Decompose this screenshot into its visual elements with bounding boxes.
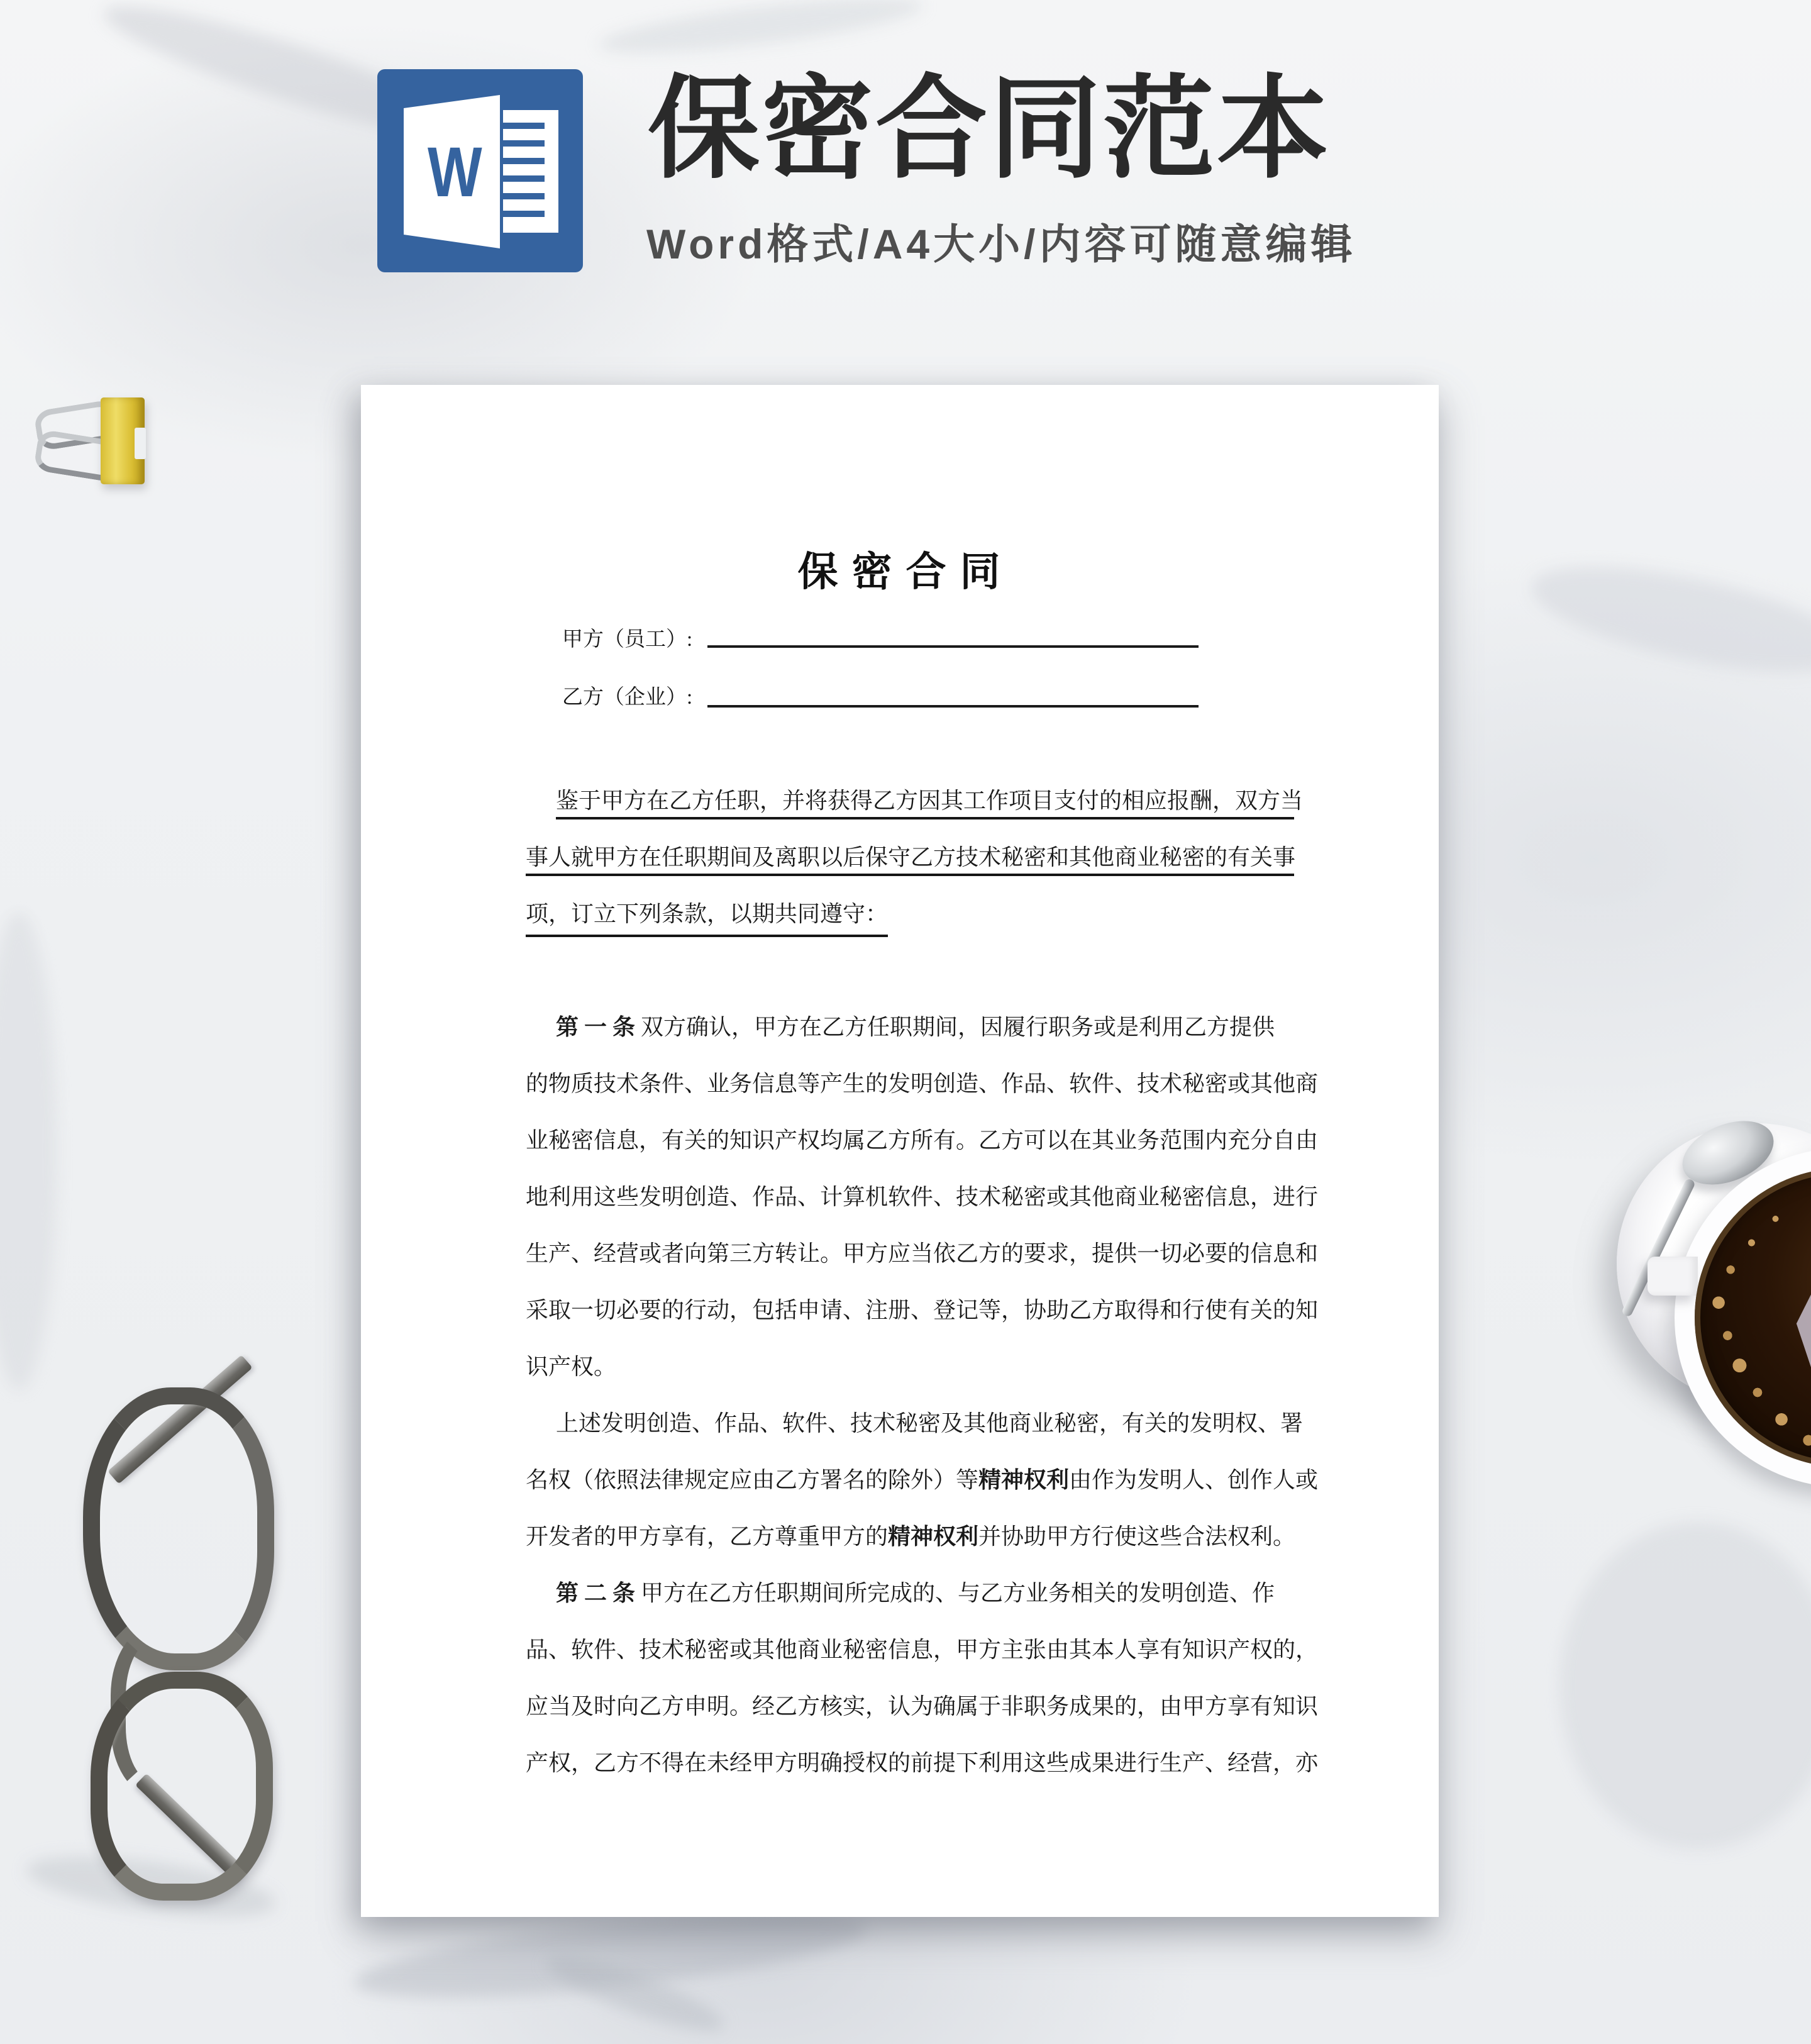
binder-clip-body (101, 397, 145, 484)
binder-clip-notch (135, 428, 146, 459)
contract-text-line (526, 1452, 1319, 1508)
binder-clip (35, 395, 154, 489)
contract-text-segment: 名权（依照法律规定应由乙方署名的除外）等 (526, 1467, 979, 1492)
contract-text-segment: 精神权利 (978, 1467, 1070, 1492)
marble-vein (0, 912, 57, 1390)
glasses-lens-bottom (91, 1672, 273, 1901)
contract-text-line (526, 1282, 1319, 1338)
contract-text-segment: 双方确认，甲方在乙方任职期间，因履行职务或是利用乙方提供 (635, 1014, 1275, 1040)
document-line-bar (503, 175, 545, 182)
marble-vein (596, 0, 925, 64)
cup-handle (1648, 1257, 1698, 1296)
party-a-label: 甲方（员工）: (562, 628, 693, 651)
contract-text-line (526, 1565, 1294, 1621)
party-a-blank-line (707, 645, 1199, 648)
contract-text-line (526, 886, 1294, 942)
contract-text-segment: 品、软件、技术秘密或其他商业秘密信息，甲方主张由其本人享有知识产权的， (526, 1637, 1319, 1662)
contract-text-segment: 采取一切必要的行动，包括申请、注册、登记等，协助乙方取得和行使有关的知 (526, 1297, 1319, 1323)
contract-text-segment: 应当及时向乙方申明。经乙方核实，认为确属于非职务成果的，由甲方享有知识 (526, 1694, 1319, 1719)
contract-text-segment: 开发者的甲方享有，乙方尊重甲方的 (526, 1524, 889, 1549)
party-b-blank-line (707, 705, 1199, 708)
contract-text-line (526, 1055, 1319, 1112)
marble-vein (1559, 1522, 1811, 1849)
word-icon-document-sheet (503, 110, 558, 233)
document-line-bar (503, 193, 545, 199)
party-b-label: 乙方（企业）: (562, 686, 693, 709)
contract-text-segment: 并协助甲方行使这些合法权利。 (978, 1524, 1296, 1549)
contract-body (526, 772, 1319, 1791)
page-subtitle: Word格式/A4大小/内容可随意编辑 (646, 221, 1356, 267)
contract-text-line (526, 1225, 1319, 1282)
contract-text-line (526, 1169, 1319, 1225)
contract-text-line (526, 1508, 1294, 1565)
contract-text-segment: 第 一 条 (556, 1014, 636, 1040)
contract-text-segment: 地利用这些发明创造、作品、计算机软件、技术秘密或其他商业秘密信息，进行 (526, 1184, 1319, 1209)
contract-text-segment: 产权，乙方不得在未经甲方明确授权的前提下利用这些成果进行生产、经营，亦 (526, 1750, 1319, 1775)
contract-text-line (526, 1112, 1319, 1169)
document-line-bar (503, 140, 545, 147)
word-icon (377, 69, 583, 272)
contract-text-segment: 上述发明创造、作品、软件、技术秘密及其他商业秘密，有关的发明权、署 (556, 1411, 1304, 1436)
contract-text-line (526, 829, 1294, 886)
document-line-bar (503, 123, 545, 129)
contract-text-segment: 由作为发明人、创作人或 (1069, 1467, 1319, 1492)
page-title: 保密合同范本 (648, 66, 1331, 191)
glasses-lens-top (83, 1387, 274, 1670)
document-line-bar (503, 211, 545, 217)
contract-text-line (526, 1395, 1304, 1452)
contract-text-segment: 鉴于甲方在乙方任职，并将获得乙方因其工作项目支付的相应报酬，双方当 (556, 788, 1304, 813)
contract-text-segment: 事人就甲方在任职期间及离职以后保守乙方技术秘密和其他商业秘密的有关事 (526, 845, 1296, 870)
contract-text-line (526, 999, 1294, 1055)
document-page (361, 385, 1439, 1917)
contract-text-segment: 业秘密信息，有关的知识产权均属乙方所有。乙方可以在其业务范围内充分自由 (526, 1128, 1319, 1153)
contract-text-line (526, 772, 1304, 829)
contract-text-segment: 甲方在乙方任职期间所完成的、与乙方业务相关的发明创造、作 (635, 1580, 1275, 1606)
contract-text-line (526, 1621, 1319, 1678)
contract-text-line (526, 1678, 1319, 1735)
contract-text-segment: 第 二 条 (556, 1580, 636, 1606)
word-icon-letter: W (428, 133, 482, 211)
contract-text-segment: 精神权利 (888, 1524, 979, 1549)
contract-text-line (526, 1735, 1319, 1791)
contract-title: 保 密 合 同 (797, 550, 1002, 594)
blank-line (526, 942, 1294, 999)
contract-text-segment: 生产、经营或者向第三方转让。甲方应当依乙方的要求，提供一切必要的信息和 (526, 1241, 1319, 1266)
document-line-bar (503, 158, 545, 164)
contract-text-segment: 项，订立下列条款，以期共同遵守： (526, 901, 888, 937)
contract-text-segment: 识产权。 (526, 1354, 617, 1379)
contract-text-segment: 的物质技术条件、业务信息等产生的发明创造、作品、软件、技术秘密或其他商 (526, 1071, 1319, 1096)
marble-vein (1523, 545, 1811, 693)
contract-text-line (526, 1338, 1294, 1395)
glasses (75, 1346, 289, 1906)
